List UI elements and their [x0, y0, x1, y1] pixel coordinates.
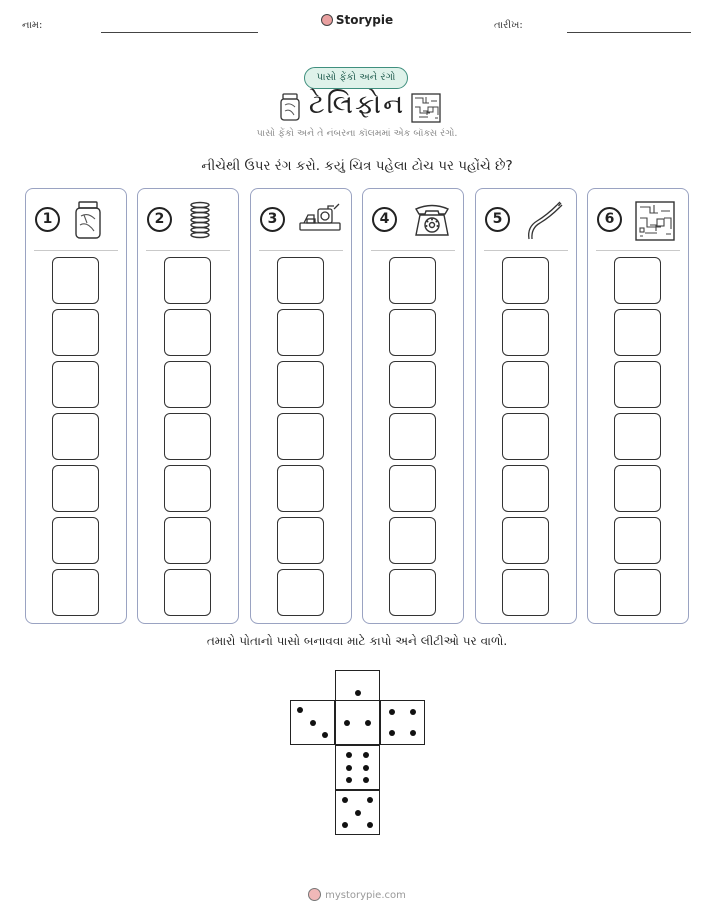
die-pip	[367, 797, 373, 803]
activity-pill: પાસો ફેંકો અને રંગો	[304, 67, 408, 89]
bear-logo-icon	[321, 14, 333, 26]
color-box[interactable]	[52, 309, 99, 356]
die-pip	[410, 730, 416, 736]
column-divider	[34, 250, 118, 251]
die-face-2	[335, 700, 380, 745]
rotary-telephone-icon	[410, 201, 454, 241]
color-box[interactable]	[164, 413, 211, 460]
color-box[interactable]	[389, 413, 436, 460]
color-box[interactable]	[277, 413, 324, 460]
color-box[interactable]	[277, 517, 324, 564]
color-box[interactable]	[164, 517, 211, 564]
die-pip	[363, 777, 369, 783]
column-header	[35, 201, 115, 241]
coil-spring-icon	[185, 201, 215, 243]
color-box[interactable]	[614, 517, 661, 564]
die-pip	[389, 730, 395, 736]
color-box[interactable]	[502, 413, 549, 460]
die-pip	[342, 822, 348, 828]
die-pip	[346, 752, 352, 758]
column-number: 2	[147, 207, 172, 232]
color-box[interactable]	[614, 257, 661, 304]
die-pip	[346, 765, 352, 771]
footer-url[interactable]: mystorypie.com	[325, 890, 406, 901]
die-face-6	[335, 745, 380, 790]
question-text: નીચેથી ઉપર રંગ કરો. કયું ચિત્ર પહેલા ટોચ પર પહોંચે છે?	[201, 158, 513, 174]
column-header	[372, 201, 452, 241]
column-number: 4	[372, 207, 397, 232]
color-box[interactable]	[277, 309, 324, 356]
color-box[interactable]	[502, 517, 549, 564]
dice-column-3	[250, 188, 352, 624]
bear-logo-icon	[308, 888, 321, 901]
column-header	[147, 201, 227, 241]
color-box[interactable]	[164, 569, 211, 616]
color-box[interactable]	[52, 569, 99, 616]
name-line[interactable]	[101, 32, 258, 33]
die-face-3	[290, 700, 335, 745]
die-pip	[367, 822, 373, 828]
dice-column-4	[362, 188, 464, 624]
telegraph-machine-icon	[298, 201, 342, 239]
dice-column-6	[587, 188, 689, 624]
column-number: 5	[485, 207, 510, 232]
name-label: નામ:	[22, 20, 43, 31]
date-line[interactable]	[567, 32, 691, 33]
color-box[interactable]	[614, 569, 661, 616]
die-pip	[344, 720, 350, 726]
column-header	[597, 201, 677, 241]
die-pip	[389, 709, 395, 715]
color-box[interactable]	[614, 465, 661, 512]
color-box[interactable]	[502, 569, 549, 616]
color-box[interactable]	[389, 517, 436, 564]
color-box[interactable]	[52, 257, 99, 304]
subtitle: પાસો ફેંકો અને તે નંબરના કૉલમમાં એક બૉક્સ રંગો.	[256, 128, 458, 139]
color-box[interactable]	[277, 361, 324, 408]
brand-logo	[0, 13, 714, 27]
die-pip	[355, 810, 361, 816]
color-box[interactable]	[52, 413, 99, 460]
brand-name: Storypie	[335, 13, 394, 27]
color-box[interactable]	[389, 465, 436, 512]
column-number: 6	[597, 207, 622, 232]
date-label: તારીખ:	[494, 20, 523, 31]
die-pip	[363, 752, 369, 758]
column-divider	[371, 250, 455, 251]
color-box[interactable]	[52, 465, 99, 512]
column-divider	[146, 250, 230, 251]
dice-column-1	[25, 188, 127, 624]
dice-column-5	[475, 188, 577, 624]
color-box[interactable]	[277, 257, 324, 304]
color-box[interactable]	[389, 257, 436, 304]
footer	[0, 888, 714, 901]
color-box[interactable]	[389, 361, 436, 408]
color-box[interactable]	[389, 309, 436, 356]
die-pip	[342, 797, 348, 803]
color-box[interactable]	[614, 309, 661, 356]
die-pip	[310, 720, 316, 726]
color-box[interactable]	[502, 257, 549, 304]
die-face-4	[380, 700, 425, 745]
color-box[interactable]	[614, 361, 661, 408]
column-header	[485, 201, 565, 241]
jar-icon	[73, 201, 103, 243]
circuit-board-icon	[635, 201, 675, 245]
die-pip	[346, 777, 352, 783]
circuit-board-icon	[411, 93, 441, 123]
color-box[interactable]	[52, 517, 99, 564]
color-box[interactable]	[52, 361, 99, 408]
column-header	[260, 201, 340, 241]
color-box[interactable]	[502, 309, 549, 356]
color-box[interactable]	[389, 569, 436, 616]
die-pip	[410, 709, 416, 715]
color-box[interactable]	[502, 465, 549, 512]
color-box[interactable]	[502, 361, 549, 408]
column-number: 1	[35, 207, 60, 232]
die-face-5	[335, 790, 380, 835]
color-box[interactable]	[164, 465, 211, 512]
column-number: 3	[260, 207, 285, 232]
page-title: ટેલિફોન	[308, 89, 406, 120]
column-divider	[484, 250, 568, 251]
dice-column-2	[137, 188, 239, 624]
die-pip	[365, 720, 371, 726]
die-pip	[297, 707, 303, 713]
cut-instruction: તમારો પોતાનો પાસો બનાવવા માટે કાપો અને લીટીઓ પર વાળો.	[206, 634, 508, 648]
wire-cable-icon	[523, 201, 563, 245]
color-box[interactable]	[614, 413, 661, 460]
die-pip	[322, 732, 328, 738]
color-box[interactable]	[277, 569, 324, 616]
color-box[interactable]	[164, 309, 211, 356]
column-divider	[596, 250, 680, 251]
color-box[interactable]	[277, 465, 324, 512]
color-box[interactable]	[164, 257, 211, 304]
color-box[interactable]	[164, 361, 211, 408]
die-pip	[355, 690, 361, 696]
die-pip	[363, 765, 369, 771]
column-divider	[259, 250, 343, 251]
